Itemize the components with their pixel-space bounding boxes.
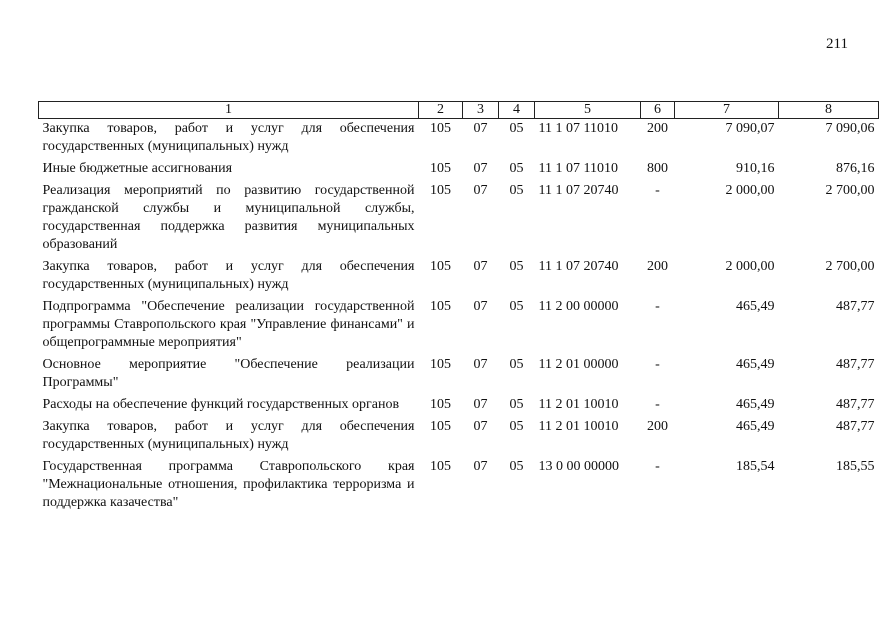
cell-amount-2: 487,77 bbox=[836, 357, 875, 372]
table-body bbox=[39, 119, 879, 516]
cell-subsection: 05 bbox=[509, 183, 524, 198]
cell-admin-code: 105 bbox=[430, 121, 451, 136]
table-row bbox=[39, 297, 879, 355]
cell-target-article: 11 1 07 11010 bbox=[538, 161, 618, 176]
table-row bbox=[39, 457, 879, 515]
cell-expense-type: 200 bbox=[647, 419, 668, 434]
cell-section: 07 bbox=[473, 299, 488, 314]
table-row bbox=[39, 417, 879, 457]
table-row bbox=[39, 395, 879, 417]
cell-section: 07 bbox=[473, 259, 488, 274]
cell-amount-1: 7 090,07 bbox=[725, 121, 775, 136]
cell-amount-2: 876,16 bbox=[836, 161, 875, 176]
cell-amount-1: 465,49 bbox=[736, 419, 775, 434]
table-row bbox=[39, 355, 879, 395]
cell-section: 07 bbox=[473, 183, 488, 198]
cell-amount-1: 2 000,00 bbox=[725, 259, 775, 274]
cell-admin-code: 105 bbox=[430, 183, 451, 198]
cell-name: Основное мероприятие "Обеспечение реализации Программы" bbox=[42, 357, 415, 390]
cell-admin-code: 105 bbox=[430, 419, 451, 434]
table-row bbox=[39, 181, 879, 257]
cell-amount-2: 487,77 bbox=[836, 419, 875, 434]
cell-amount-1: 465,49 bbox=[736, 357, 775, 372]
header-col-5: 5 bbox=[535, 102, 641, 119]
header-col-4: 4 bbox=[499, 102, 535, 119]
cell-subsection: 05 bbox=[509, 161, 524, 176]
cell-amount-1: 185,54 bbox=[736, 459, 775, 474]
header-col-2: 2 bbox=[419, 102, 463, 119]
cell-admin-code: 105 bbox=[430, 161, 451, 176]
header-col-6: 6 bbox=[641, 102, 675, 119]
cell-target-article: 11 1 07 11010 bbox=[538, 121, 618, 136]
cell-subsection: 05 bbox=[509, 419, 524, 434]
cell-expense-type: - bbox=[655, 299, 660, 314]
cell-amount-2: 2 700,00 bbox=[825, 259, 875, 274]
cell-admin-code: 105 bbox=[430, 259, 451, 274]
cell-expense-type: 200 bbox=[647, 259, 668, 274]
cell-target-article: 11 2 01 00000 bbox=[538, 357, 619, 372]
cell-expense-type: - bbox=[655, 459, 660, 474]
table-header-row bbox=[39, 102, 879, 119]
cell-name: Закупка товаров, работ и услуг для обеспечения государственных (муниципальных) нужд bbox=[42, 419, 415, 452]
cell-target-article: 13 0 00 00000 bbox=[538, 459, 619, 474]
cell-subsection: 05 bbox=[509, 357, 524, 372]
cell-amount-2: 7 090,06 bbox=[825, 121, 875, 136]
cell-target-article: 11 2 01 10010 bbox=[538, 397, 619, 412]
cell-target-article: 11 1 07 20740 bbox=[538, 259, 619, 274]
cell-name: Иные бюджетные ассигнования bbox=[42, 161, 233, 176]
cell-expense-type: 800 bbox=[647, 161, 668, 176]
cell-target-article: 11 2 01 10010 bbox=[538, 419, 619, 434]
header-col-8: 8 bbox=[779, 102, 879, 119]
cell-subsection: 05 bbox=[509, 121, 524, 136]
cell-admin-code: 105 bbox=[430, 299, 451, 314]
cell-subsection: 05 bbox=[509, 299, 524, 314]
cell-target-article: 11 1 07 20740 bbox=[538, 183, 619, 198]
cell-admin-code: 105 bbox=[430, 397, 451, 412]
cell-subsection: 05 bbox=[509, 259, 524, 274]
table-row bbox=[39, 257, 879, 297]
cell-name: Закупка товаров, работ и услуг для обеспечения государственных (муниципальных) нужд bbox=[42, 121, 415, 154]
cell-amount-2: 185,55 bbox=[836, 459, 875, 474]
header-col-3: 3 bbox=[463, 102, 499, 119]
cell-expense-type: - bbox=[655, 357, 660, 372]
cell-target-article: 11 2 00 00000 bbox=[538, 299, 619, 314]
cell-amount-1: 2 000,00 bbox=[725, 183, 775, 198]
cell-amount-2: 487,77 bbox=[836, 397, 875, 412]
page-number: 211 bbox=[826, 36, 848, 52]
cell-subsection: 05 bbox=[509, 397, 524, 412]
cell-admin-code: 105 bbox=[430, 357, 451, 372]
cell-expense-type: - bbox=[655, 183, 660, 198]
cell-name: Государственная программа Ставропольского края "Межнациональные отношения, профилактика терроризма и поддержка казачества" bbox=[42, 459, 415, 510]
cell-name: Подпрограмма "Обеспечение реализации государственной программы Ставропольского края "Управление финансами" и общепрограммные мероприятия" bbox=[42, 299, 415, 350]
header-col-1: 1 bbox=[39, 102, 419, 119]
cell-admin-code: 105 bbox=[430, 459, 451, 474]
cell-subsection: 05 bbox=[509, 459, 524, 474]
cell-name: Реализация мероприятий по развитию государственной гражданской службы и муниципальной службы, государственная поддержка развития муниципальных образований bbox=[42, 183, 415, 252]
table-row bbox=[39, 119, 879, 160]
cell-name: Расходы на обеспечение функций государственных органов bbox=[42, 397, 400, 412]
cell-amount-1: 465,49 bbox=[736, 299, 775, 314]
cell-amount-2: 487,77 bbox=[836, 299, 875, 314]
cell-section: 07 bbox=[473, 161, 488, 176]
header-col-7: 7 bbox=[675, 102, 779, 119]
table-row bbox=[39, 159, 879, 181]
cell-amount-1: 910,16 bbox=[736, 161, 775, 176]
budget-table bbox=[38, 101, 879, 515]
cell-expense-type: - bbox=[655, 397, 660, 412]
cell-section: 07 bbox=[473, 459, 488, 474]
cell-section: 07 bbox=[473, 121, 488, 136]
cell-amount-2: 2 700,00 bbox=[825, 183, 875, 198]
cell-name: Закупка товаров, работ и услуг для обеспечения государственных (муниципальных) нужд bbox=[42, 259, 415, 292]
cell-section: 07 bbox=[473, 357, 488, 372]
cell-section: 07 bbox=[473, 419, 488, 434]
cell-expense-type: 200 bbox=[647, 121, 668, 136]
cell-section: 07 bbox=[473, 397, 488, 412]
cell-amount-1: 465,49 bbox=[736, 397, 775, 412]
